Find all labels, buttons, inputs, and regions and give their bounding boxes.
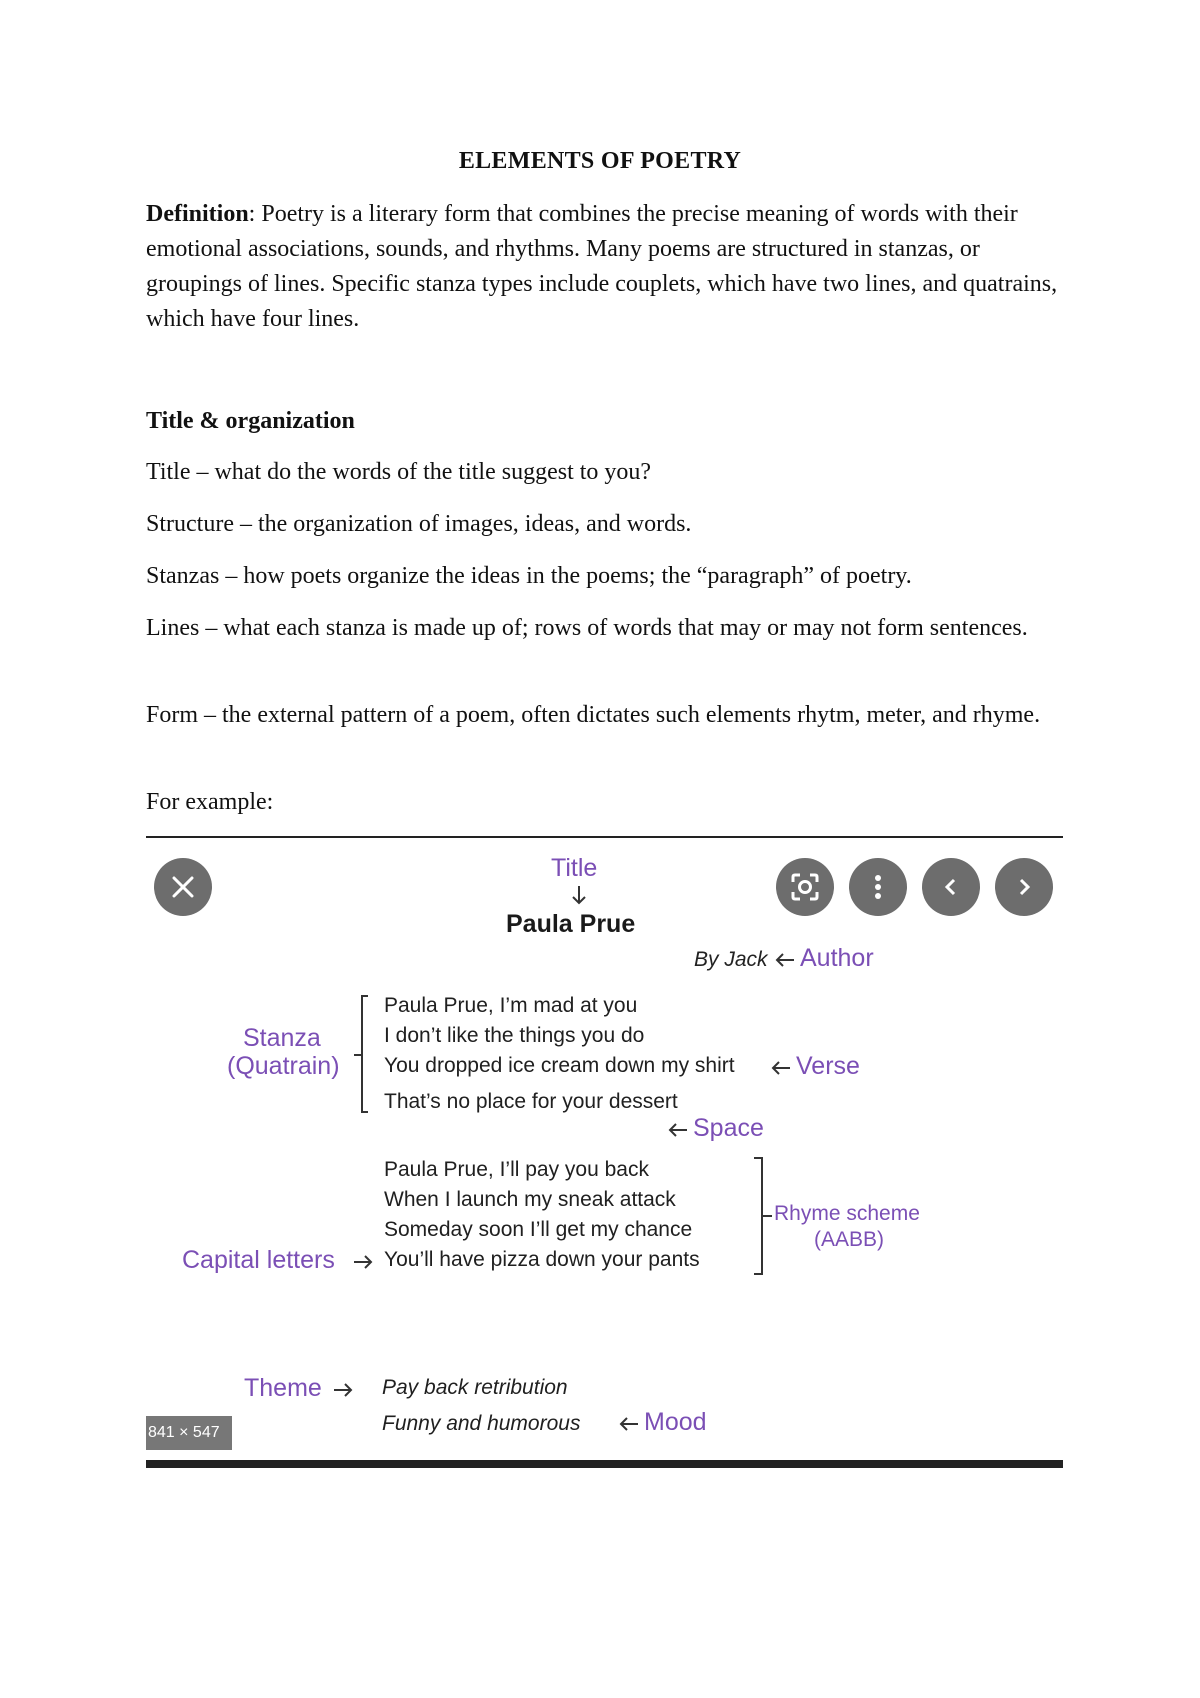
down-arrow-icon (569, 884, 589, 906)
item-structure: Structure – the organization of images, ideas, and words. (146, 511, 692, 537)
image-dimensions-badge: 841 × 547 (146, 1416, 232, 1450)
stanza1-line-1: Paula Prue, I’m mad at you (384, 994, 638, 1017)
section-heading: Title & organization (146, 408, 355, 434)
left-arrow-icon (618, 1414, 640, 1434)
author-annotation: Author (800, 944, 874, 972)
stanza-annotation: Stanza (243, 1024, 321, 1052)
theme-text: Pay back retribution (382, 1376, 568, 1399)
chevron-left-icon (936, 872, 966, 902)
previous-button[interactable] (922, 858, 980, 916)
quatrain-annotation: (Quatrain) (227, 1052, 340, 1080)
lens-icon (789, 871, 821, 903)
stanza2-line-1: Paula Prue, I’ll pay you back (384, 1158, 649, 1181)
next-button[interactable] (995, 858, 1053, 916)
right-arrow-icon (352, 1252, 374, 1272)
chevron-right-icon (1009, 872, 1039, 902)
definition-text: : Poetry is a literary form that combines the precise meaning of words with their emotional associations, sounds, and rhythms. Many poems are structured in stanzas, or groupings of lines. Specific stanza types include couplets, which have two lines, and quatrains, which have four lines. (146, 201, 1058, 332)
stanza1-line-3: You dropped ice cream down my shirt (384, 1054, 735, 1077)
stanza2-line-4: You’ll have pizza down your pants (384, 1248, 700, 1271)
stanza1-line-2: I don’t like the things you do (384, 1024, 645, 1047)
definition-paragraph (146, 197, 1071, 337)
capital-letters-annotation: Capital letters (182, 1246, 335, 1274)
lens-button[interactable] (776, 858, 834, 916)
right-arrow-icon (332, 1380, 354, 1400)
more-vert-icon (863, 872, 893, 902)
document-title: ELEMENTS OF POETRY (458, 148, 742, 174)
rhyme-scheme-annotation: Rhyme scheme (774, 1202, 920, 1225)
poem-byline: By Jack (694, 948, 768, 971)
stanza-bracket (352, 994, 372, 1116)
rhyme-bracket (752, 1156, 774, 1278)
example-figure (146, 836, 1063, 1468)
rhyme-pattern-annotation: (AABB) (814, 1228, 885, 1251)
stanza1-line-4: That’s no place for your dessert (384, 1090, 678, 1113)
verse-annotation: Verse (796, 1052, 860, 1080)
stanza2-line-2: When I launch my sneak attack (384, 1188, 676, 1211)
stanza2-line-3: Someday soon I’ll get my chance (384, 1218, 693, 1241)
left-arrow-icon (770, 1058, 792, 1078)
poem-title: Paula Prue (506, 910, 636, 938)
definition-label: Definition (146, 201, 249, 227)
item-form: Form – the external pattern of a poem, often dictates such elements rhytm, meter, and rhyme. (146, 702, 1041, 728)
left-arrow-icon (774, 950, 796, 970)
title-annotation: Title (551, 854, 598, 882)
theme-annotation: Theme (244, 1374, 322, 1402)
item-for-example: For example: (146, 789, 274, 815)
more-options-button[interactable] (849, 858, 907, 916)
close-button[interactable] (154, 858, 212, 916)
item-title: Title – what do the words of the title suggest to you? (146, 459, 652, 485)
mood-text: Funny and humorous (382, 1412, 581, 1435)
close-icon (168, 872, 198, 902)
left-arrow-icon (667, 1120, 689, 1140)
item-stanzas: Stanzas – how poets organize the ideas in the poems; the “paragraph” of poetry. (146, 563, 912, 589)
space-annotation: Space (693, 1114, 764, 1142)
mood-annotation: Mood (644, 1408, 707, 1436)
item-lines: Lines – what each stanza is made up of; rows of words that may or may not form sentences. (146, 615, 1028, 641)
